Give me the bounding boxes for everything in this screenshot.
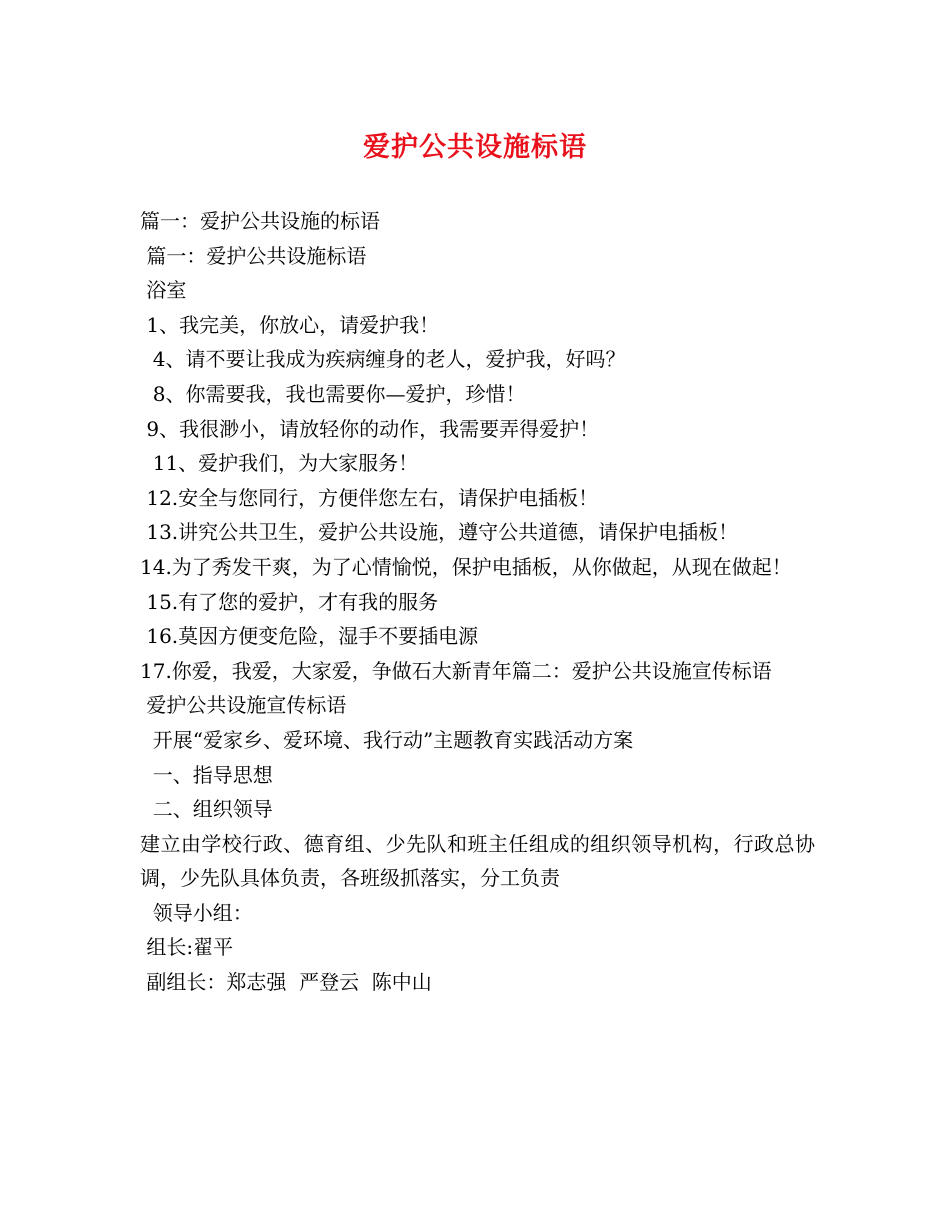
section-subheading: 篇一：爱护公共设施标语 — [140, 243, 367, 268]
slogan-item: 16.莫因方便变危险，湿手不要插电源 — [140, 624, 479, 649]
section-heading: 篇一：爱护公共设施的标语 — [140, 209, 380, 233]
slogan-item: 8、你需要我，我也需要你—爱护，珍惜！ — [140, 381, 526, 406]
section-subheading: 爱护公共设施宣传标语 — [140, 693, 347, 718]
slogan-item: 14.为了秀发干爽，为了心情愉悦，保护电插板，从你做起，从现在做起！ — [140, 554, 792, 579]
slogan-item: 11、爱护我们，为大家服务！ — [140, 451, 419, 476]
document-body — [140, 204, 815, 1000]
category-label: 浴室 — [140, 278, 187, 303]
plan-member: 组长:翟平 — [140, 935, 234, 960]
document-title: 爱护公共设施标语 — [363, 132, 587, 163]
slogan-item: 4、请不要让我成为疾病缠身的老人，爱护我，好吗？ — [140, 347, 626, 372]
slogan-item: 1、我完美，你放心，请爱护我！ — [140, 312, 440, 337]
slogan-item: 9、我很渺小，请放轻你的动作，我需要弄得爱护！ — [140, 416, 600, 441]
plan-title: 开展“爱家乡、爱环境、我行动”主题教育实践活动方案 — [140, 727, 634, 752]
plan-heading: 二、组织领导 — [140, 797, 273, 822]
plan-member: 副组长：郑志强 严登云 陈中山 — [140, 970, 432, 995]
slogan-item: 17.你爱，我爱，大家爱，争做石大新青年篇二：爱护公共设施宣传标语 — [140, 658, 772, 683]
slogan-item: 13.讲究公共卫生，爱护公共设施，遵守公共道德，请保护电插板！ — [140, 520, 739, 545]
plan-heading: 一、指导思想 — [140, 762, 273, 787]
slogan-item: 12.安全与您同行，方便伴您左右，请保护电插板！ — [140, 485, 599, 510]
slogan-item: 15.有了您的爱护，才有我的服务 — [140, 589, 439, 614]
plan-paragraph: 建立由学校行政、德育组、少先队和班主任组成的组织领导机构，行政总协调，少先队具体负责，各班级抓落实，分工负责 — [140, 831, 815, 891]
plan-label: 领导小组： — [140, 900, 253, 925]
